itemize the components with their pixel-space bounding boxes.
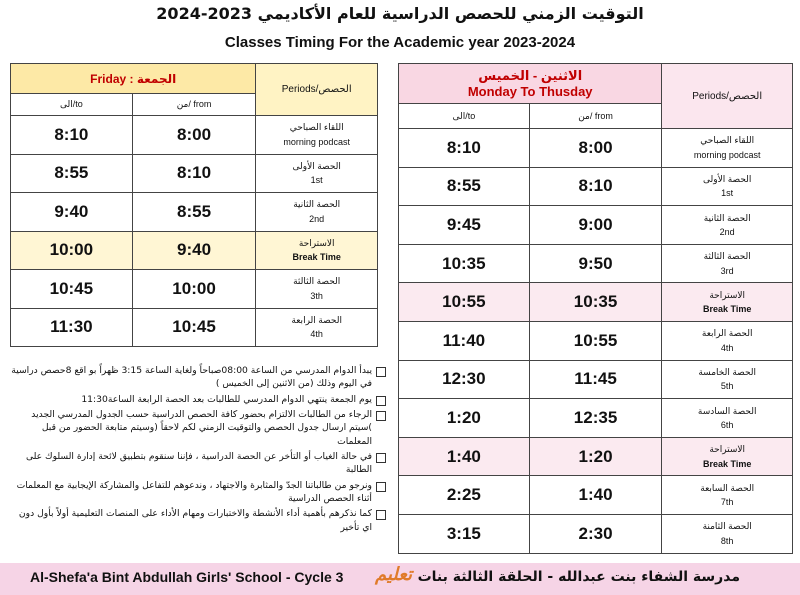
monday-thursday-header-ar: الاثنين - الخميس <box>478 68 583 83</box>
to-time: 1:20 <box>399 399 530 438</box>
from-time: 10:45 <box>132 308 256 347</box>
checkbox-bullet-icon <box>376 367 386 377</box>
friday-periods-header: Periods/الحصص <box>256 64 378 116</box>
friday-table <box>10 63 378 347</box>
period-name-en: Break Time <box>703 304 752 315</box>
period-row <box>399 360 793 399</box>
period-name-ar: الاستراحة <box>709 289 746 300</box>
from-time: 9:00 <box>529 206 662 245</box>
to-time: 9:40 <box>11 193 133 232</box>
period-name <box>256 193 378 232</box>
period-name-ar: الحصة الثامنة <box>702 521 752 532</box>
to-time: 10:55 <box>399 283 530 322</box>
period-name-en: morning podcast <box>283 136 350 147</box>
to-time: 2:25 <box>399 476 530 515</box>
period-name <box>662 437 793 476</box>
to-time: 10:35 <box>399 244 530 283</box>
period-name-en: 4th <box>720 342 734 353</box>
period-row <box>399 129 793 168</box>
period-name-ar: الحصة الثانية <box>703 212 751 223</box>
period-name-ar: الحصة السادسة <box>697 405 757 416</box>
from-time: 1:20 <box>529 437 662 476</box>
period-name-ar: الاستراحة <box>298 237 335 248</box>
to-time: 1:40 <box>399 437 530 476</box>
period-name-en: 1st <box>310 175 323 186</box>
from-time: 8:10 <box>132 154 256 193</box>
to-time: 12:30 <box>399 360 530 399</box>
period-row <box>399 476 793 515</box>
from-time: 10:55 <box>529 321 662 360</box>
period-name-ar: الحصة الرابعة <box>291 314 342 325</box>
note-item <box>8 393 386 406</box>
note-text: كما نذكرهم بأهمية أداء الأنشطة والاختبارات ومهام الأداء على المنصات التعليمية أولاً بأول دون اي تأخير <box>18 508 372 533</box>
note-text: في حالة الغياب أو التأخر عن الحصة الدراسية ، فإننا سنقوم بتطبيق لائحة إدارة السلوك على الطالبة <box>25 451 372 476</box>
from-time: 1:40 <box>529 476 662 515</box>
to-time: 10:00 <box>11 231 133 270</box>
period-name-en: 5th <box>720 381 734 392</box>
period-name <box>256 154 378 193</box>
to-time: 11:30 <box>11 308 133 347</box>
period-name-en: 2nd <box>719 226 735 237</box>
period-row <box>11 154 378 193</box>
period-name-en: 6th <box>720 419 734 430</box>
to-time: 9:45 <box>399 206 530 245</box>
note-item <box>8 364 386 391</box>
period-name-ar: الحصة السابعة <box>700 482 755 493</box>
friday-header: Friday : الجمعة <box>11 64 256 94</box>
note-text: يبدأ الدوام المدرسي من الساعة 08:00صباحاً ولغاية الساعة 3:15 ظهراً بو اقع 8حصص دراسية في اليوم وذلك (من الاثنين إلى الخميس ) <box>11 365 372 390</box>
to-time: 8:10 <box>399 129 530 168</box>
period-name <box>662 244 793 283</box>
period-name-ar: الحصة الأولى <box>292 160 341 171</box>
period-name-ar: اللقاء الصباحي <box>700 135 755 146</box>
from-time: 8:55 <box>132 193 256 232</box>
checkbox-bullet-icon <box>376 510 386 520</box>
period-name-en: 3rd <box>720 265 734 276</box>
notes-list <box>8 364 386 536</box>
break-row <box>11 231 378 270</box>
period-row <box>11 193 378 232</box>
from-time: 8:00 <box>132 116 256 155</box>
period-name <box>662 129 793 168</box>
from-time: 8:00 <box>529 129 662 168</box>
period-name-ar: الحصة الثالثة <box>703 251 751 262</box>
period-name-ar: اللقاء الصباحي <box>289 122 344 133</box>
period-row <box>11 308 378 347</box>
period-row <box>11 270 378 309</box>
note-item <box>8 479 386 506</box>
from-time: 11:45 <box>529 360 662 399</box>
from-time: 8:10 <box>529 167 662 206</box>
taleem-logo: تعليم <box>375 564 413 585</box>
footer-school-name-en: Al-Shefa'a Bint Abdullah Girls' School - Cycle 3 <box>30 569 344 585</box>
period-name <box>662 399 793 438</box>
checkbox-bullet-icon <box>376 396 386 406</box>
period-name-en: 2nd <box>309 213 325 224</box>
break-row <box>399 437 793 476</box>
note-item <box>8 408 386 448</box>
period-name-en: Break Time <box>292 252 341 263</box>
period-name-en: 7th <box>720 497 734 508</box>
from-time: 10:00 <box>132 270 256 309</box>
period-name <box>662 206 793 245</box>
period-name-ar: الاستراحة <box>709 444 746 455</box>
from-time: 9:50 <box>529 244 662 283</box>
to-time: 11:40 <box>399 321 530 360</box>
period-row <box>399 167 793 206</box>
monday-thursday-header <box>399 64 662 104</box>
period-name-ar: الحصة الثانية <box>293 199 341 210</box>
from-time: 9:40 <box>132 231 256 270</box>
title-english: Classes Timing For the Academic year 2023-2024 <box>224 34 576 51</box>
note-item <box>8 507 386 534</box>
period-name-en: 4th <box>310 329 323 340</box>
period-name <box>662 321 793 360</box>
checkbox-bullet-icon <box>376 482 386 492</box>
period-name <box>256 308 378 347</box>
period-name-en: 3th <box>310 290 323 301</box>
note-text: ونرجو من طالباتنا الجدّ والمثابرة والاجتهاد ، وندعوهم للتفاعل والمشاركة الإيجابية مع المعلمات أثناء الحصص الدراسية <box>16 479 372 505</box>
period-row <box>399 206 793 245</box>
period-name-en: Break Time <box>703 458 752 469</box>
friday-from-label: من/ from <box>132 94 256 116</box>
to-time: 10:45 <box>11 270 133 309</box>
from-time: 12:35 <box>529 399 662 438</box>
note-text: الرجاء من الطالبات الالتزام بحضور كافة الحصص الدراسية حسب الجدول المدرسي الجديد )سيتم ارسال جدول الحصص والتوقيت الزمني لكم لاحقاً (وسيتم متابعة الحضور من قبل المعلمات <box>31 409 372 447</box>
period-name-en: 1st <box>721 188 734 199</box>
period-name-ar: الحصة الثالثة <box>293 276 341 287</box>
note-item <box>8 450 386 477</box>
period-name-en: 8th <box>720 535 734 546</box>
period-name <box>662 283 793 322</box>
period-name <box>256 231 378 270</box>
period-row <box>399 244 793 283</box>
period-name-ar: الحصة الأولى <box>702 174 752 184</box>
monday-from-label: من/ from <box>529 104 662 129</box>
to-time: 8:10 <box>11 116 133 155</box>
period-name <box>256 116 378 155</box>
period-name <box>662 514 793 553</box>
period-row <box>399 321 793 360</box>
period-row <box>399 399 793 438</box>
checkbox-bullet-icon <box>376 453 386 463</box>
period-name <box>662 360 793 399</box>
from-time: 2:30 <box>529 514 662 553</box>
monday-thursday-table <box>398 63 793 554</box>
checkbox-bullet-icon <box>376 411 386 421</box>
period-name-ar: الحصة الرابعة <box>701 328 753 339</box>
monday-periods-header: Periods/الحصص <box>662 64 793 129</box>
period-row <box>399 514 793 553</box>
footer-school-name-ar: مدرسة الشفاء بنت عبدالله - الحلقة الثالثة بنات <box>417 569 740 585</box>
period-name <box>662 167 793 206</box>
friday-to-label: الى/to <box>11 94 133 116</box>
from-time: 10:35 <box>529 283 662 322</box>
to-time: 8:55 <box>11 154 133 193</box>
break-row <box>399 283 793 322</box>
period-name-ar: الحصة الخامسة <box>698 366 757 377</box>
to-time: 3:15 <box>399 514 530 553</box>
note-text: يوم الجمعة ينتهي الدوام المدرسي للطالبات بعد الحصة الرابعة الساعة11:30 <box>81 393 372 405</box>
period-name-en: morning podcast <box>693 149 761 160</box>
monday-thursday-header-en: Monday To Thusday <box>467 84 593 99</box>
period-name <box>662 476 793 515</box>
title-arabic: التوقيت الزمني للحصص الدراسية للعام الأكاديمي 2023-2024 <box>156 4 644 23</box>
to-time: 8:55 <box>399 167 530 206</box>
period-name <box>256 270 378 309</box>
period-row <box>11 116 378 155</box>
monday-to-label: الى/to <box>399 104 530 129</box>
